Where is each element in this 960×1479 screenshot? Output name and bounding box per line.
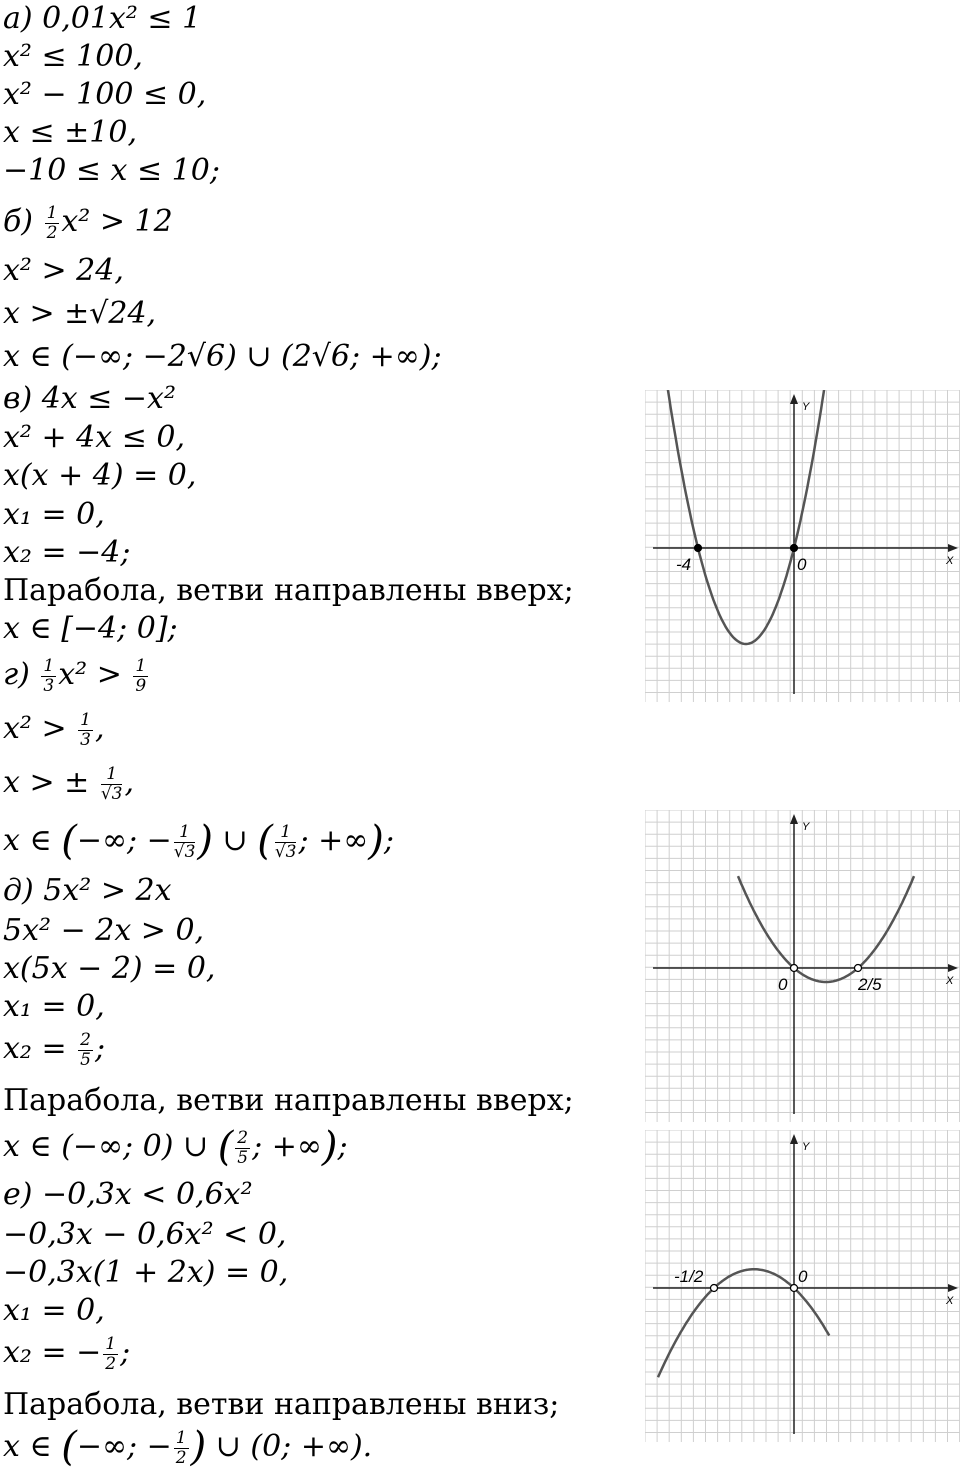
root-label: -4 — [676, 555, 692, 574]
text-g-3: x > ± — [3, 765, 99, 800]
tail-g-2: , — [94, 711, 105, 746]
line-a-title: а) 0,01x² ≤ 1 — [3, 1, 202, 36]
line-a-5: −10 ≤ x ≤ 10; — [3, 153, 220, 188]
y-axis-arrow — [790, 814, 798, 824]
line-d-2: 5x² − 2x > 0, — [3, 913, 205, 948]
graph-d — [645, 810, 960, 1122]
label-g: г) — [3, 657, 40, 692]
line-b-2: x² > 24, — [3, 253, 124, 288]
line-g-title — [3, 656, 150, 696]
fraction-g-third: $\frac{1}{3}$ — [43, 655, 55, 696]
line-e-2: −0,3x − 0,6x² < 0, — [3, 1217, 287, 1252]
tail-g-3: , — [124, 765, 135, 800]
text-g-right: ; +∞ — [298, 823, 369, 858]
root-point — [711, 1285, 718, 1292]
root-point — [855, 965, 862, 972]
line-v-title: в) 4x ≤ −x² — [3, 381, 176, 416]
y-axis-arrow — [790, 1134, 798, 1144]
x-axis-label: X — [946, 555, 954, 567]
text-e-left: −∞; − — [76, 1429, 172, 1464]
x-axis-arrow — [948, 1284, 958, 1292]
text-g-4: x ∈ — [3, 823, 62, 858]
paren: ) — [321, 1124, 338, 1170]
root-label: -1/2 — [674, 1267, 704, 1286]
parabola-graph-d — [645, 810, 960, 1122]
line-d-answer — [3, 1124, 348, 1170]
fraction-g-set-1: $\frac{1}{√3}$ — [173, 821, 196, 862]
text-d-answer: x ∈ (−∞; 0) ∪ — [3, 1129, 218, 1164]
line-e-title: е) −0,3x < 0,6x² — [3, 1177, 253, 1212]
root-label: 0 — [798, 1267, 808, 1286]
line-b-4: x ∈ (−∞; −2√6) ∪ (2√6; +∞); — [3, 339, 442, 374]
root-point — [791, 545, 798, 552]
paren: ) — [197, 818, 213, 864]
paren: ( — [217, 1124, 234, 1170]
root-label: 2/5 — [858, 975, 882, 994]
fraction-b-half: $\frac{1}{2}$ — [46, 202, 58, 243]
line-d-text: Парабола, ветви направлены вверх; — [3, 1083, 574, 1118]
tail-b: x² > 12 — [61, 204, 173, 239]
graph-e — [645, 1130, 960, 1442]
line-e-5 — [3, 1334, 130, 1374]
line-g-2 — [3, 710, 105, 750]
line-v-5: x₂ = −4; — [3, 535, 131, 570]
text-g-left: −∞; − — [76, 823, 172, 858]
parabola-graph-e — [645, 1130, 960, 1442]
graph-v — [645, 390, 960, 702]
fraction-g-rt3: $\frac{1}{√3}$ — [100, 763, 123, 804]
line-e-text: Парабола, ветви направлены вниз; — [3, 1387, 560, 1422]
text-d-right: ; +∞ — [252, 1129, 322, 1164]
fraction-e-half: $\frac{1}{2}$ — [105, 1333, 117, 1374]
line-g-3 — [3, 764, 134, 804]
y-axis-label: Y — [802, 1141, 810, 1153]
line-v-answer: x ∈ [−4; 0]; — [3, 611, 178, 646]
line-d-5 — [3, 1030, 105, 1070]
fraction-g-third-2: $\frac{1}{3}$ — [80, 709, 91, 750]
tail-d-5: ; — [94, 1031, 106, 1066]
line-v-text: Парабола, ветви направлены вверх; — [3, 573, 574, 608]
line-a-2: x² ≤ 100, — [3, 39, 143, 74]
tail-d-answer: ; — [337, 1129, 348, 1164]
union: ∪ — [213, 823, 258, 858]
root-label: 0 — [797, 555, 807, 574]
union: ∪ (0; +∞). — [206, 1429, 373, 1464]
x-axis-label: X — [946, 1295, 954, 1307]
x-axis-arrow — [948, 544, 958, 552]
y-axis-label: Y — [802, 401, 810, 413]
root-point — [791, 965, 798, 972]
paren: ( — [61, 818, 77, 864]
text-e-5: x₂ = − — [3, 1335, 102, 1370]
line-d-3: x(5x − 2) = 0, — [3, 951, 216, 986]
line-g-answer — [3, 818, 394, 864]
parabola-curve — [660, 390, 826, 644]
tail-g: x² > — [58, 657, 132, 692]
paren: ( — [257, 818, 273, 864]
line-a-3: x² − 100 ≤ 0, — [3, 77, 207, 112]
line-a-4: x ≤ ±10, — [3, 115, 137, 150]
tail-g-4: ; — [383, 823, 394, 858]
fraction-e-set: $\frac{1}{2}$ — [175, 1427, 187, 1468]
fraction-d-set: $\frac{2}{5}$ — [237, 1127, 249, 1168]
root-point — [791, 1285, 798, 1292]
paren: ) — [368, 818, 384, 864]
y-axis-label: Y — [802, 821, 810, 833]
line-b-title — [3, 203, 173, 243]
y-axis-arrow — [790, 394, 798, 404]
line-v-2: x² + 4x ≤ 0, — [3, 420, 185, 455]
line-b-3: x > ±√24, — [3, 296, 157, 331]
root-point — [695, 545, 702, 552]
line-e-3: −0,3x(1 + 2x) = 0, — [3, 1255, 289, 1290]
line-e-answer — [3, 1424, 373, 1470]
line-v-3: x(x + 4) = 0, — [3, 458, 197, 493]
fraction-g-set-2: $\frac{1}{√3}$ — [274, 821, 297, 862]
fraction-d-two-fifths: $\frac{2}{5}$ — [80, 1029, 91, 1070]
line-e-4: x₁ = 0, — [3, 1293, 105, 1328]
root-label: 0 — [778, 975, 788, 994]
line-v-4: x₁ = 0, — [3, 497, 105, 532]
text-g-2: x² > — [3, 711, 77, 746]
line-d-4: x₁ = 0, — [3, 989, 105, 1024]
x-axis-label: X — [946, 975, 954, 987]
text-e-answer: x ∈ — [3, 1429, 62, 1464]
paren: ( — [61, 1424, 77, 1470]
line-d-title: д) 5x² > 2x — [3, 873, 172, 908]
tail-e-5: ; — [120, 1335, 131, 1370]
x-axis-arrow — [948, 964, 958, 972]
text-d-5: x₂ = — [3, 1031, 77, 1066]
paren: ) — [190, 1424, 207, 1470]
parabola-graph-v — [645, 390, 960, 702]
fraction-g-ninth: $\frac{1}{9}$ — [135, 655, 147, 696]
label-b: б) — [3, 204, 43, 239]
